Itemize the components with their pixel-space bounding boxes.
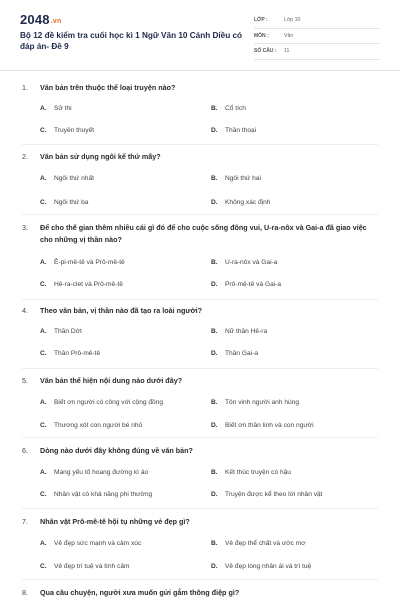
- option-text: Vẻ đẹp thể chất và ước mơ: [225, 540, 306, 547]
- meta-label: MÔN :: [254, 32, 269, 39]
- question-number: 4.: [22, 306, 28, 315]
- option-letter: D.: [211, 350, 218, 357]
- meta-row-subject: [254, 29, 380, 45]
- document-title: Bộ 12 đề kiểm tra cuối học kì 1 Ngữ Văn 10 Cánh Diều có đáp án- Đề 9: [20, 31, 243, 51]
- option-letter: A.: [40, 469, 47, 476]
- option-b[interactable]: [211, 468, 291, 477]
- option-letter: B.: [211, 469, 218, 476]
- meta-table: [254, 13, 380, 60]
- option-b[interactable]: [211, 174, 261, 183]
- option-a[interactable]: [40, 174, 94, 183]
- option-letter: B.: [211, 175, 218, 182]
- option-text: Biết ơn thần linh và con người: [225, 422, 314, 429]
- option-letter: D.: [211, 127, 218, 134]
- question-number: 6.: [22, 446, 28, 455]
- option-b[interactable]: [211, 258, 277, 267]
- question-divider: [22, 579, 378, 580]
- option-d[interactable]: [211, 562, 311, 571]
- option-letter: A.: [40, 328, 47, 335]
- option-letter: C.: [40, 281, 47, 288]
- option-text: Mang yếu tố hoang đường kì ảo: [54, 469, 149, 476]
- meta-row-class: [254, 13, 380, 29]
- option-text: Ngôi thứ nhất: [54, 175, 94, 182]
- option-text: Không xác định: [225, 199, 271, 206]
- option-letter: D.: [211, 422, 218, 429]
- option-letter: C.: [40, 350, 47, 357]
- document-header: [0, 0, 400, 66]
- question-divider: [22, 214, 378, 215]
- question-text: Dòng nào dưới đây không đúng về văn bản?: [40, 446, 193, 455]
- option-text: Thần Gai-a: [225, 350, 258, 357]
- question-text: Qua câu chuyện, người xưa muốn gửi gắm thông điệp gì?: [40, 588, 240, 597]
- question-7: [0, 516, 400, 570]
- question-1: [0, 82, 400, 134]
- logo-text: 2048: [20, 12, 50, 27]
- logo-suffix: .vn: [50, 18, 62, 25]
- option-text: Sử thi: [54, 105, 72, 112]
- option-text: Tôn vinh người anh hùng: [225, 399, 299, 406]
- option-c[interactable]: [40, 421, 142, 430]
- option-c[interactable]: [40, 349, 100, 358]
- option-text: Thần Dớt: [54, 328, 82, 335]
- option-letter: C.: [40, 199, 47, 206]
- option-a[interactable]: [40, 398, 163, 407]
- option-text: Ê-pi-mê-tê và Prô-mê-tê: [54, 259, 125, 266]
- option-d[interactable]: [211, 280, 281, 289]
- question-number: 2.: [22, 152, 28, 161]
- option-text: Thần thoại: [225, 127, 257, 134]
- option-letter: D.: [211, 199, 218, 206]
- option-d[interactable]: [211, 349, 258, 358]
- option-text: Thần Prô-mê-tê: [54, 350, 101, 357]
- question-divider: [22, 144, 378, 145]
- question-divider: [22, 368, 378, 369]
- option-text: Ngôi thứ hai: [225, 175, 261, 182]
- option-c[interactable]: [40, 490, 152, 499]
- option-letter: B.: [211, 105, 218, 112]
- question-number: 3.: [22, 223, 28, 232]
- question-divider: [22, 299, 378, 300]
- option-d[interactable]: [211, 490, 323, 499]
- question-5: [0, 375, 400, 429]
- meta-row-count: [254, 44, 380, 60]
- option-text: Thương xót con người bé nhỏ: [54, 422, 143, 429]
- option-letter: B.: [211, 328, 218, 335]
- option-d[interactable]: [211, 198, 270, 207]
- question-3: [0, 222, 400, 288]
- meta-label: SỐ CÂU :: [254, 48, 277, 55]
- option-c[interactable]: [40, 126, 94, 135]
- option-text: Cổ tích: [225, 105, 246, 112]
- option-text: Vẻ đẹp trí tuệ và tình cảm: [54, 563, 130, 570]
- option-c[interactable]: [40, 280, 123, 289]
- option-a[interactable]: [40, 468, 148, 477]
- option-text: Kết thúc truyện có hậu: [225, 469, 291, 476]
- option-a[interactable]: [40, 258, 125, 267]
- option-b[interactable]: [211, 104, 246, 113]
- option-c[interactable]: [40, 562, 130, 571]
- option-letter: A.: [40, 259, 47, 266]
- option-text: Hê-ra-clet và Prô-mê-tê: [54, 281, 123, 288]
- option-text: Prô-mê-tê và Gai-a: [225, 281, 282, 288]
- meta-value: Văn: [284, 32, 294, 39]
- option-text: Vẻ đẹp lòng nhân ái và trí tuệ: [225, 563, 312, 570]
- option-text: Truyện được kể theo lời nhân vật: [225, 491, 323, 498]
- option-letter: A.: [40, 175, 47, 182]
- question-text: Nhân vật Prô-mê-tê hội tụ những vẻ đẹp gì?: [40, 517, 190, 526]
- option-d[interactable]: [211, 421, 314, 430]
- question-number: 7.: [22, 517, 28, 526]
- option-letter: A.: [40, 399, 47, 406]
- option-text: Ngôi thứ ba: [54, 199, 89, 206]
- question-number: 1.: [22, 83, 28, 92]
- option-d[interactable]: [211, 126, 256, 135]
- option-text: Nữ thần Hê-ra: [225, 328, 268, 335]
- option-text: U-ra-nôx và Gai-a: [225, 259, 278, 266]
- option-letter: C.: [40, 563, 47, 570]
- option-a[interactable]: [40, 327, 82, 336]
- option-text: Biết ơn người có công với cộng đồng: [54, 399, 164, 406]
- option-b[interactable]: [211, 398, 299, 407]
- option-letter: B.: [211, 540, 218, 547]
- question-text: Để cho thế gian thêm nhiều cái gì đó để cho cuộc sống đông vui, U-ra-nôx và Gai-a đã giao việc cho những vị thần nào?: [40, 223, 367, 244]
- site-logo[interactable]: [20, 12, 61, 27]
- header-divider: [0, 70, 400, 71]
- meta-label: LỚP :: [254, 17, 268, 24]
- option-letter: B.: [211, 259, 218, 266]
- question-4: [0, 305, 400, 357]
- option-letter: D.: [211, 281, 218, 288]
- meta-value: 11: [284, 48, 290, 55]
- option-b[interactable]: [211, 327, 267, 336]
- option-b[interactable]: [211, 539, 306, 548]
- question-text: Văn bản thể hiện nội dung nào dưới đây?: [40, 376, 183, 385]
- option-letter: A.: [40, 105, 47, 112]
- option-letter: D.: [211, 491, 218, 498]
- option-letter: C.: [40, 422, 47, 429]
- question-number: 8.: [22, 588, 28, 597]
- question-text: Văn bản sử dụng ngôi kể thứ mấy?: [40, 152, 161, 161]
- option-letter: C.: [40, 127, 47, 134]
- option-text: Nhân vật có khả năng phi thường: [54, 491, 153, 498]
- question-8: [0, 587, 400, 599]
- option-letter: B.: [211, 399, 218, 406]
- option-letter: C.: [40, 491, 47, 498]
- question-6: [0, 445, 400, 498]
- option-letter: D.: [211, 563, 218, 570]
- question-text: Theo văn bản, vị thần nào đã tạo ra loài người?: [40, 306, 203, 315]
- question-divider: [22, 437, 378, 438]
- option-letter: A.: [40, 540, 47, 547]
- option-c[interactable]: [40, 198, 88, 207]
- option-a[interactable]: [40, 104, 72, 113]
- question-text: Văn bản trên thuộc thể loại truyện nào?: [40, 83, 176, 92]
- option-a[interactable]: [40, 539, 141, 548]
- meta-value: Lớp 10: [284, 17, 301, 24]
- question-divider: [22, 508, 378, 509]
- option-text: Truyền thuyết: [54, 127, 95, 134]
- option-text: Vẻ đẹp sức mạnh và cảm xúc: [54, 540, 142, 547]
- question-2: [0, 151, 400, 206]
- question-number: 5.: [22, 376, 28, 385]
